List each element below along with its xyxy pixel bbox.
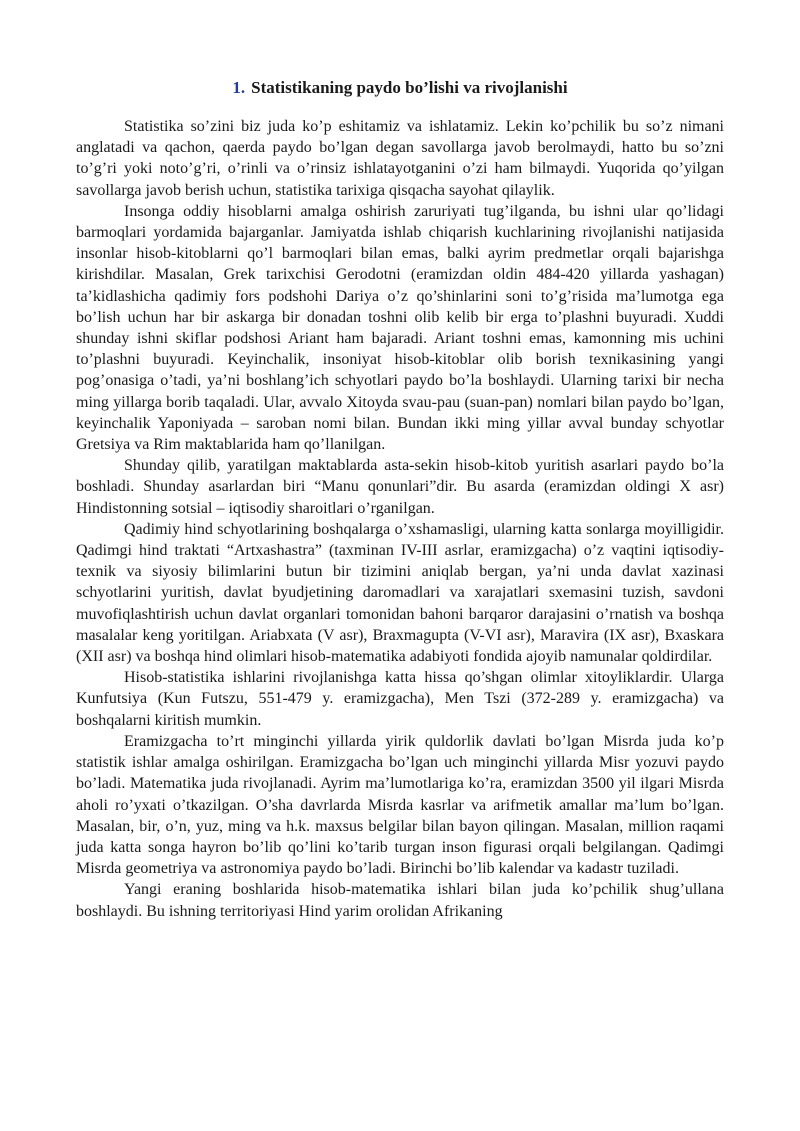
paragraph: Eramizgacha to’rt minginchi yillarda yirik quldorlik davlati bo’lgan Misrda juda ko’p statistik ishlar amalga oshirilgan. Eramizgacha bo’lgan uch minginchi yillarda Misr yozuvi paydo bo’ladi. Matematika juda rivojlanadi. Ayrim ma’lumotlariga ko’ra, eramizdan 3500 yil ilgari Misrda aholi ro’yxati o’tkazilgan. O’sha davrlarda Misrda kasrlar va arifmetik amallar ma’lum bo’lgan. Masalan, bir, o’n, yuz, ming va h.k. maxsus belgilar bilan bayon qilingan. Masalan, million raqami juda katta songa hayron bo’lib qo’lini ko’tarib turgan inson figurasi orqali belgilangan. Qadimgi Misrda geometriya va astronomiya paydo bo’ladi. Birinchi bo’lib kalendar va kadastr tuziladi. (76, 732, 724, 878)
paragraph: Yangi eraning boshlarida hisob-matematika ishlari bilan juda ko’pchilik shug’ullana boshlaydi. Bu ishning territoriyasi Hind yarim orolidan Afrikaning (76, 881, 724, 920)
paragraph: Qadimiy hind schyotlarining boshqalarga o’xshamasligi, ularning katta sonlarga moyilligidir. Qadimgi hind traktati “Artxashastra” (taxminan IV-III asrlar, eramizgacha) o’z vaqtini iqtisodiy-texnik va siyosiy bilimlarini butun bir tizimini aniqlab bergan, ya’ni unda davlat xazinasi schyotlarini yuritish, davlat byudjetining daromadlari va xarajatlari sxemasini tuzish, savdoni muvofiqlashtirish uchun davlat organlari tomonidan bahoni barqaror darajasini o’rnatish va boshqa masalalar keng yoritilgan. Ariabxata (V asr), Braxmagupta (V-VI asr), Maravira (IX asr), Bxaskara (XII asr) va boshqa hind olimlari hisob-matematika adabiyoti fondida ajoyib namunalar qoldirdilar. (76, 520, 724, 666)
paragraph: Insonga oddiy hisoblarni amalga oshirish zaruriyati tug’ilganda, bu ishni ular qo’lidagi barmoqlari yordamida bajarganlar. Jamiyatda ishlab chiqarish kuchlarining rivojlanishi natijasida insonlar hisob-kitoblarni qo’l barmoqlari bilan emas, balki ayrim predmetlar orqali bajarishga kirishdilar. Masalan, Grek tarixchisi Gerodotni (eramizdan oldin 484-420 yillarda yashagan) ta’kidlashicha qadimiy fors podshohi Dariya o’z qo’shinlarini soni to’g’risida ma’lumotga ega bo’lish uchun har bir askarga bir donadan toshni olib kelib bir erga to’plashni buyuradi. Xuddi shunday ishni skiflar podshosi Ariant ham bajaradi. Ariant toshni emas, kamonning mis uchini to’plashni buyuradi. Keyinchalik, insoniyat hisob-kitoblar olib borish texnikasining yangi pog’onasiga o’tadi, ya’ni boshlang’ich schyotlari paydo bo’la boshlaydi. Ularning tarixi bir necha ming yillarga borib taqaladi. Ular, avvalo Xitoyda svau-pau (suan-pan) nomlari bilan paydo bo’lgan, keyinchalik Yaponiyada – saroban nomi bilan. Bundan ikki ming yillar avval bunday schyotlar Gretsiya va Rim maktablarida ham qo’llanilgan. (76, 202, 724, 454)
section-title-text: Statistikaning paydo bo’lishi va rivojlanishi (251, 78, 568, 97)
paragraph: Statistika so’zini biz juda ko’p eshitamiz va ishlatamiz. Lekin ko’pchilik bu so’z nimani anglatadi va qachon, qaerda paydo bo’lgan degan savollarga javob berolmaydi, hatto bu so’zni to’g’ri yoki noto’g’ri, o’rinli va o’rinsiz ishlatayotganini o’zi ham bilmaydi. Yuqorida qo’yilgan savollarga javob berish uchun, statistika tarixiga qisqacha sayohat qilaylik. (76, 118, 724, 199)
paragraph: Hisob-statistika ishlarini rivojlanishga katta hissa qo’shgan olimlar xitoyliklardir. Ularga Kunfutsiya (Kun Futszu, 551-479 y. eramizgacha), Men Tszi (372-289 y. eramizgacha) va boshqalarni kiritish mumkin. (76, 669, 724, 729)
section-title (76, 78, 724, 98)
section-number: 1. (232, 78, 246, 97)
paragraph: Shunday qilib, yaratilgan maktablarda asta-sekin hisob-kitob yuritish asarlari paydo bo’la boshladi. Shunday asarlardan biri “Manu qonunlari”dir. Bu asarda (eramizdan oldingi X asr) Hindistonning sotsial – iqtisodiy sharoitlari o’rganilgan. (76, 457, 724, 517)
